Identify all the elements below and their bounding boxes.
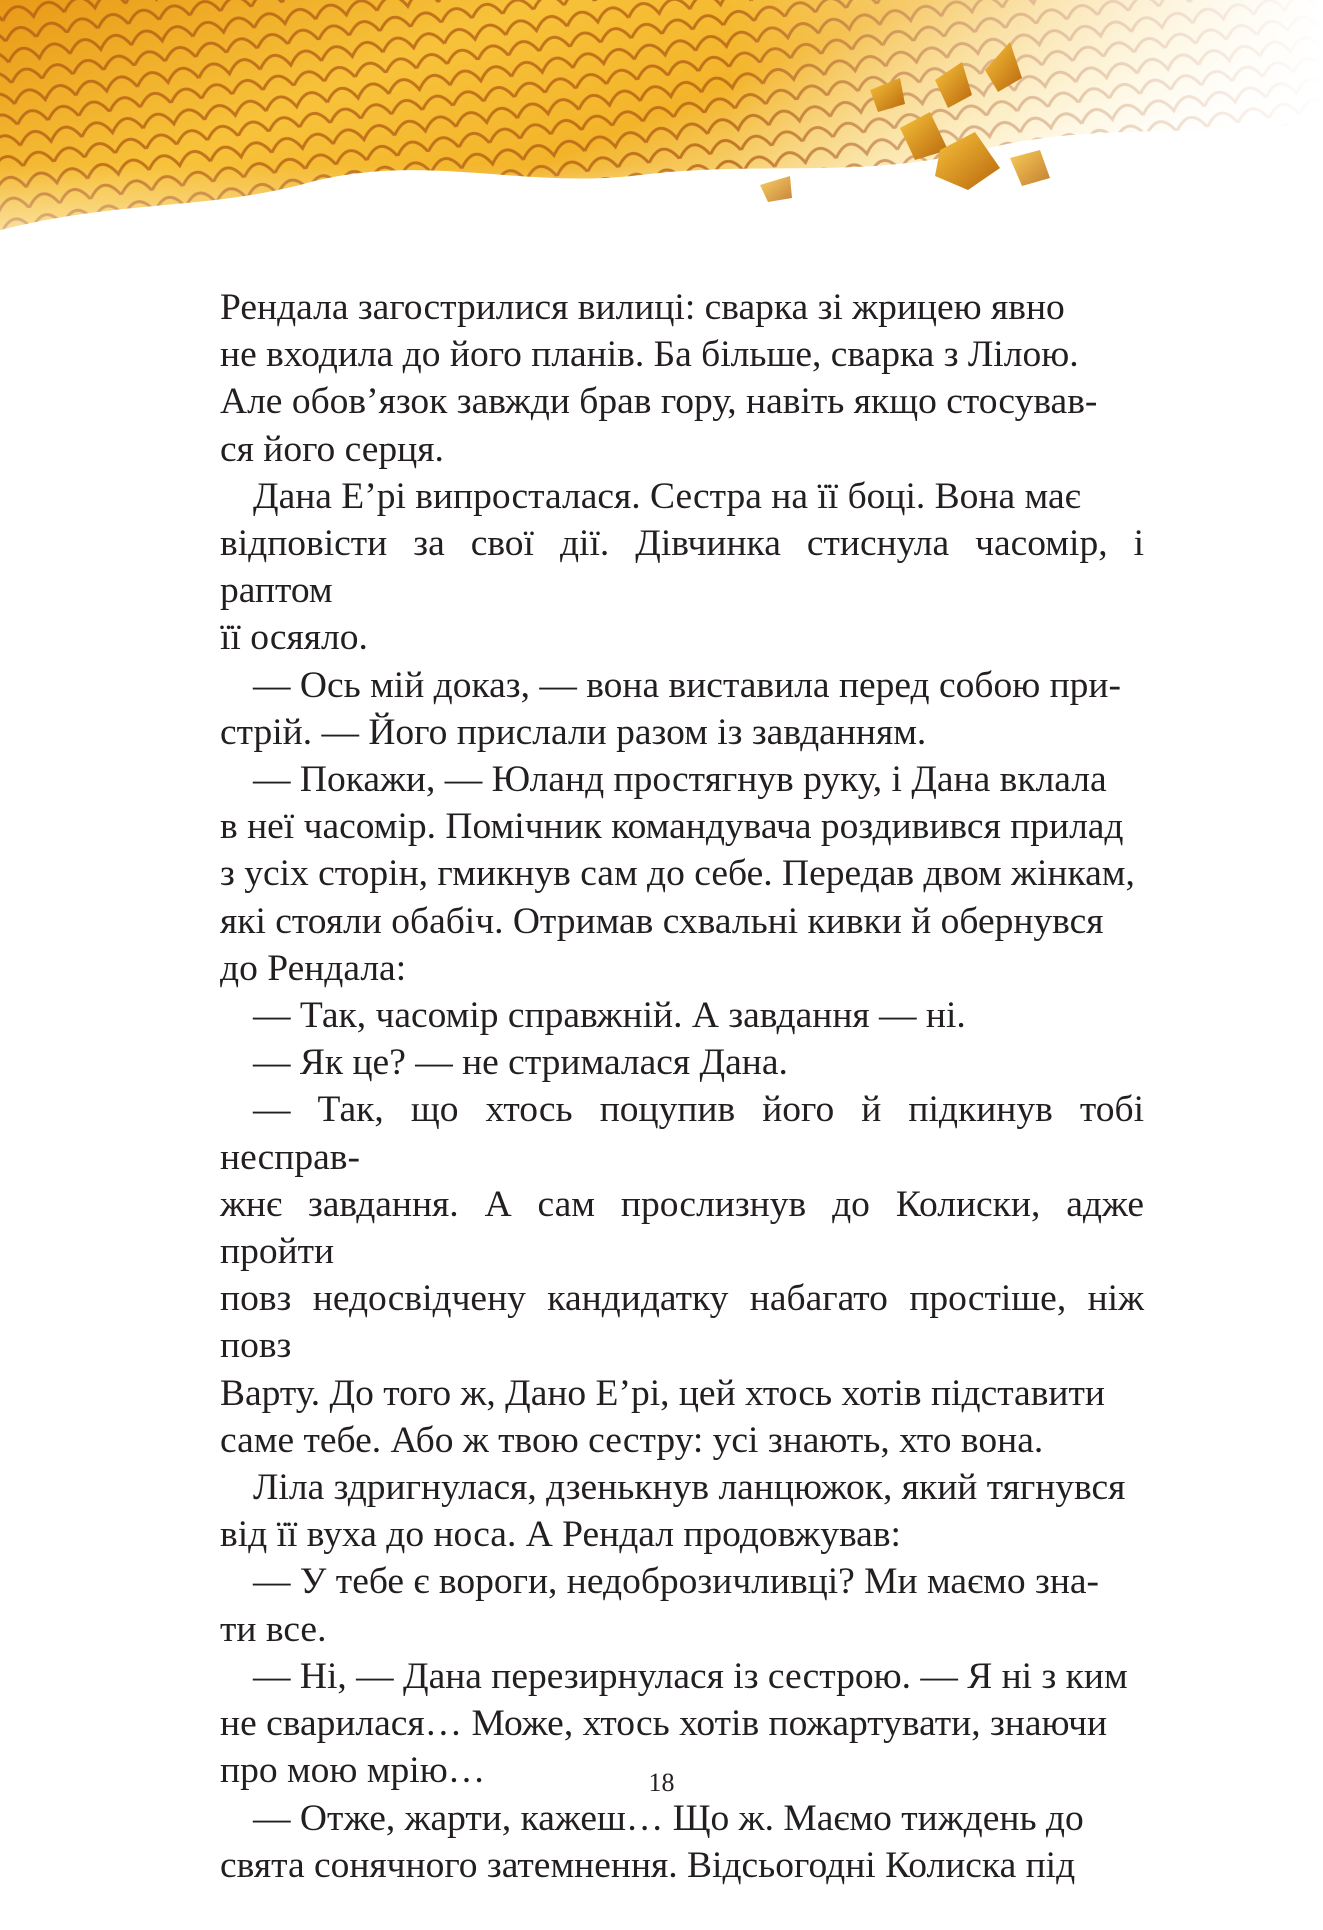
paragraph-6 xyxy=(220,1039,1144,1086)
text-line: — Покажи, — Юланд простягнув руку, і Дана вклала xyxy=(253,759,1107,801)
paragraph-3 xyxy=(220,662,1144,756)
body-text xyxy=(220,284,1144,1889)
paragraph-9 xyxy=(220,1558,1144,1652)
text-line: відповісти за свої дії. Дівчинка стиснула часомір, і раптом xyxy=(220,523,1144,612)
text-line: не сварилася… Може, хтось хотів пожартувати, знаючи xyxy=(220,1703,1108,1745)
paragraph-2 xyxy=(220,473,1144,662)
text-line: в неї часомір. Помічник командувача роздивився прилад xyxy=(220,806,1124,848)
text-line: саме тебе. Або ж твою сестру: усі знають, хто вона. xyxy=(220,1419,1044,1461)
text-line: Ліла здригнулася, дзенькнув ланцюжок, який тягнувся xyxy=(253,1467,1126,1509)
text-line: свята сонячного затемнення. Відсьогодні Колиска під xyxy=(220,1844,1076,1886)
text-line: стрій. — Його прислали разом із завданням. xyxy=(220,711,927,753)
text-line: Рендала загострилися вилиці: сварка зі жрицею явно xyxy=(220,287,1065,328)
paragraph-1 xyxy=(220,284,1144,473)
text-line: — Ні, — Дана перезирнулася із сестрою. — Я ні з ким xyxy=(253,1655,1128,1697)
text-line: Дана Е’рі випросталася. Сестра на її боці. Вона має xyxy=(253,475,1081,517)
text-line: — У тебе є вороги, недоброзичливці? Ми маємо зна- xyxy=(253,1561,1100,1603)
paragraph-8 xyxy=(220,1464,1144,1558)
text-line: — Отже, жарти, кажеш… Що ж. Маємо тиждень до xyxy=(253,1797,1084,1839)
text-line: жнє завдання. А сам прослизнув до Колиски, адже пройти xyxy=(220,1183,1144,1273)
text-line: з усіх сторін, гмикнув сам до себе. Передав двом жінкам, xyxy=(220,853,1135,895)
text-line: її осяяло. xyxy=(220,617,368,659)
paragraph-11 xyxy=(220,1795,1144,1889)
header-dragon-scales-illustration xyxy=(0,0,1323,300)
text-line: — Так, що хтось поцупив його й підкинув тобі несправ- xyxy=(220,1089,1144,1178)
page-number: 18 xyxy=(648,1768,675,1797)
paragraph-4 xyxy=(220,756,1144,992)
paragraph-5 xyxy=(220,992,1144,1039)
text-line: ся його серця. xyxy=(220,428,444,470)
text-line: про мою мрію… xyxy=(220,1750,486,1792)
text-line: ти все. xyxy=(220,1608,327,1650)
text-line: до Рендала: xyxy=(220,947,407,989)
text-line: повз недосвідчену кандидатку набагато простіше, ніж повз xyxy=(220,1278,1144,1367)
text-line: які стояли обабіч. Отримав схвальні кивки й обернувся xyxy=(220,900,1104,942)
text-line: Варту. До того ж, Дано Е’рі, цей хтось хотів підставити xyxy=(220,1372,1105,1414)
text-line: від її вуха до носа. А Рендал продовжував: xyxy=(220,1514,901,1556)
text-line: Але обов’язок завжди брав гору, навіть якщо стосував- xyxy=(220,381,1098,423)
text-line: — Як це? — не стрималася Дана. xyxy=(253,1042,788,1084)
paragraph-7 xyxy=(220,1086,1144,1464)
text-line: не входила до його планів. Ба більше, сварка з Лілою. xyxy=(220,334,1079,376)
text-line: — Так, часомір справжній. А завдання — ні. xyxy=(253,995,966,1037)
text-line: — Ось мій доказ, — вона виставила перед собою при- xyxy=(253,664,1121,706)
